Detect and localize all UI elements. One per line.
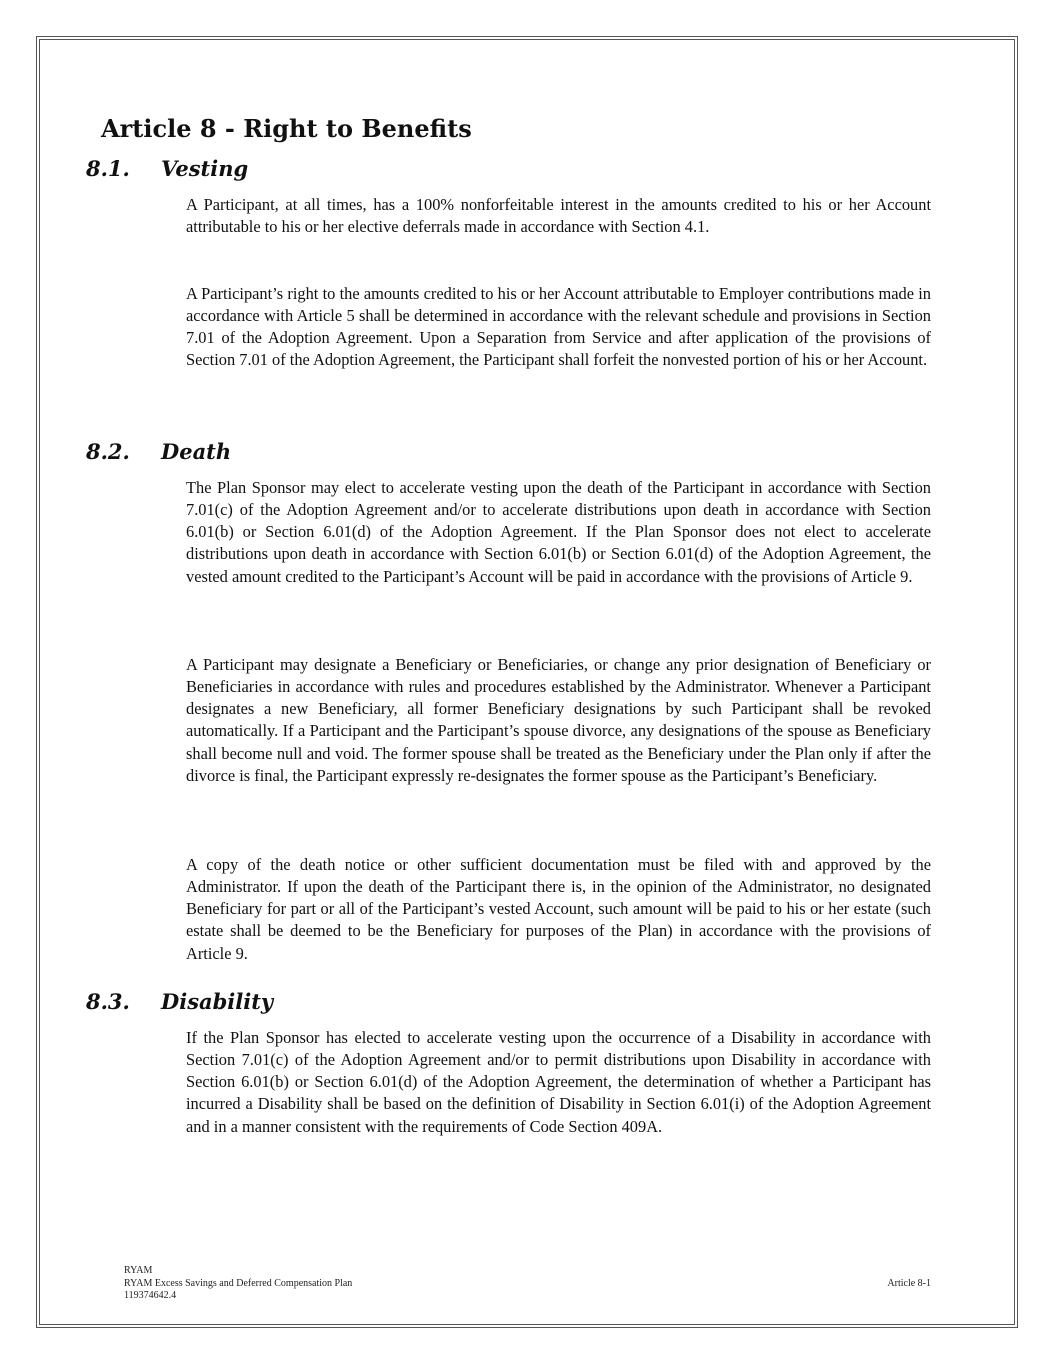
footer-company: RYAM — [124, 1265, 153, 1276]
section-heading-vesting — [86, 154, 248, 184]
paragraph: The Plan Sponsor may elect to accelerate vesting upon the death of the Participant in accordance with Section 7.01(c) of the Adoption Agreement and/or to accelerate distributions upon death in accordance with Section 6.01(b) or Section 6.01(d) of the Adoption Agreement. If the Plan Sponsor does not elect to accelerate distributions upon death in accordance with Section 6.01(b) or Section 6.01(d) of the Adoption Agreement, the vested amount credited to the Participant’s Account will be paid in accordance with the provisions of Article 9. — [186, 478, 931, 586]
section-heading-disability — [86, 987, 273, 1017]
paragraph: A copy of the death notice or other sufficient documentation must be filed with and approved by the Administrator. If upon the death of the Participant there is, in the opinion of the Administrator, no designated Beneficiary for part or all of the Participant’s vested Account, such amount will be paid to his or her estate (such estate shall be deemed to be the Beneficiary for purposes of the Plan) in accordance with the provisions of Article 9. — [186, 855, 931, 963]
paragraph: A Participant’s right to the amounts credited to his or her Account attributable to Employer contributions made in accordance with Article 5 shall be determined in accordance with the relevant schedule and provisions in Section 7.01 of the Adoption Agreement. Upon a Separation from Service and after application of the provisions of Section 7.01 of the Adoption Agreement, the Participant shall forfeit the nonvested portion of his or her Account. — [186, 284, 931, 370]
section-heading-death — [86, 437, 231, 467]
section-number: 8.2. — [86, 439, 130, 464]
paragraph: If the Plan Sponsor has elected to accelerate vesting upon the occurrence of a Disability in accordance with Section 7.01(c) of the Adoption Agreement and/or to permit distributions upon Disability in accordance with Section 6.01(b) or Section 6.01(d) of the Adoption Agreement, the determination of whether a Participant has incurred a Disability shall be based on the definition of Disability in Section 6.01(i) of the Adoption Agreement and in a manner consistent with the requirements of Code Section 409A. — [186, 1028, 931, 1136]
footer-page-label: Article 8-1 — [887, 1277, 931, 1289]
article-title: Article 8 - Right to Benefits — [101, 114, 472, 143]
paragraph: A Participant may designate a Beneficiary or Beneficiaries, or change any prior designation of Beneficiary or Beneficiaries in accordance with rules and procedures established by the Administrator. Whenever a Participant designates a new Beneficiary, all former Beneficiary designations by such Participant shall be revoked automatically. If a Participant and the Participant’s spouse divorce, any designations of the spouse as Beneficiary shall become null and void. The former spouse shall be treated as the Beneficiary under the Plan only if after the divorce is final, the Participant expressly re-designates the former spouse as the Participant’s Beneficiary. — [186, 655, 931, 785]
section-title: Disability — [161, 989, 274, 1014]
section-title: Vesting — [161, 156, 249, 181]
section-number: 8.3. — [86, 989, 130, 1014]
paragraph: A Participant, at all times, has a 100% nonforfeitable interest in the amounts credited to his or her Account attributable to his or her elective deferrals made in accordance with Section 4.1. — [186, 195, 931, 237]
footer-doc-id: 119374642.4 — [124, 1290, 177, 1301]
section-number: 8.1. — [86, 156, 130, 181]
section-title: Death — [161, 439, 232, 464]
page-footer — [124, 1265, 931, 1303]
footer-plan-name: RYAM Excess Savings and Deferred Compensation Plan — [124, 1277, 353, 1289]
